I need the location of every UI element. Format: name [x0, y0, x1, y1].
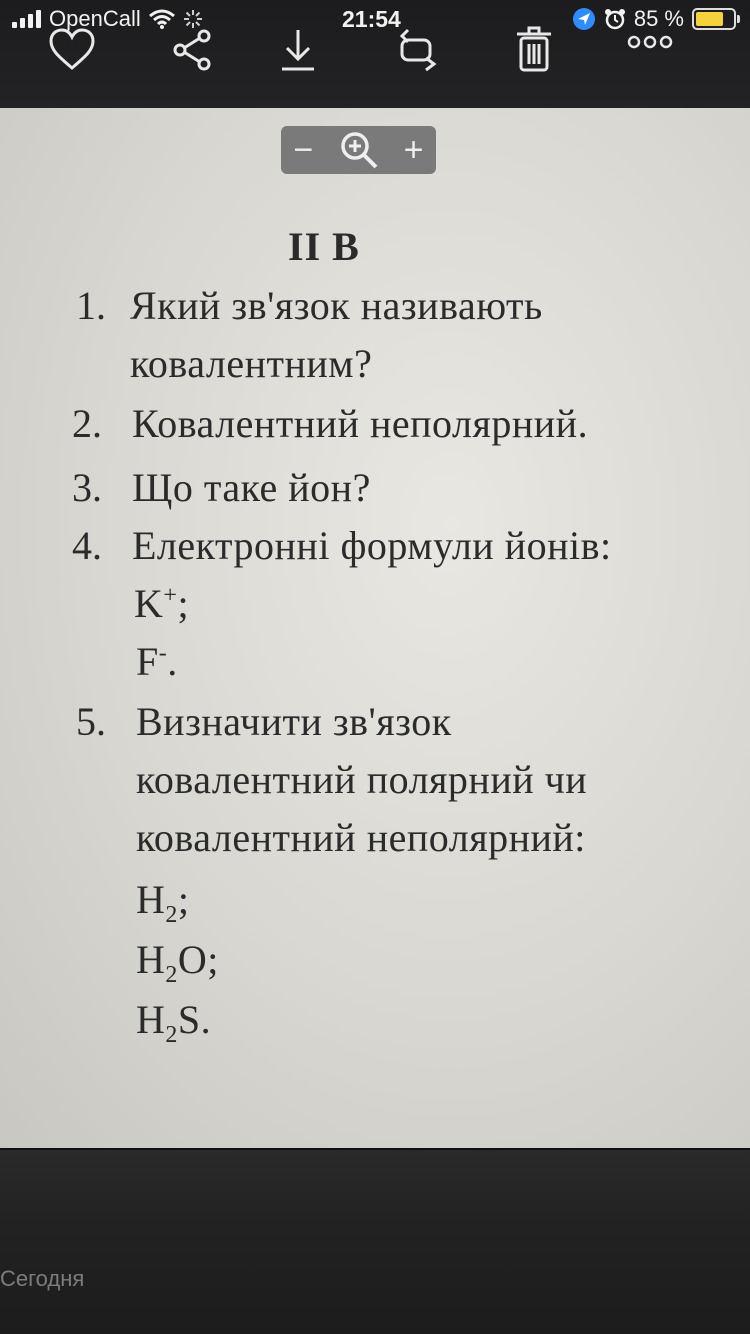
q5-line1: Визначити зв'язок — [136, 699, 452, 744]
ion-f-charge: - — [158, 640, 168, 667]
formula-h2s — [136, 996, 211, 1049]
formula-h2o-symbol: H — [136, 937, 166, 982]
ion-f-symbol: F — [136, 639, 159, 684]
formula-h2-index: 2 — [165, 902, 178, 928]
formula-h2-end: ; — [177, 877, 190, 922]
q2-number: 2. — [72, 401, 102, 446]
q3-number: 3. — [72, 465, 102, 510]
divider — [0, 1148, 750, 1150]
bottom-panel — [0, 1148, 750, 1334]
q5-number: 5. — [76, 699, 106, 744]
q5-line3: ковалентний неполярний: — [136, 815, 586, 860]
formula-h2 — [136, 876, 190, 929]
formula-h2o-index: 2 — [165, 962, 178, 988]
q5-line2: ковалентний полярний чи — [136, 757, 588, 802]
zoom-in-button[interactable]: + — [403, 131, 424, 169]
carrier-name: OpenCall — [49, 6, 141, 31]
formula-h2s-index: 2 — [165, 1022, 178, 1048]
q4-formula-f — [136, 638, 178, 685]
q1-line2: ковалентним? — [130, 341, 373, 386]
clock: 21:54 — [342, 6, 401, 32]
formula-h2-symbol: H — [136, 877, 166, 922]
page-title: II B — [288, 224, 360, 269]
formula-h2o — [136, 936, 219, 989]
date-label: Сегодня — [0, 1266, 85, 1291]
q2-text: Ковалентний неполярний. — [132, 401, 589, 446]
ion-k-end: ; — [177, 581, 190, 626]
q4-number: 4. — [72, 523, 102, 568]
formula-h2s-symbol: H — [136, 997, 166, 1042]
q4-text: Електронні формули йонів: — [132, 523, 612, 568]
q3-text: Що таке йон? — [132, 465, 371, 510]
ion-k-charge: + — [163, 582, 178, 609]
formula-h2o-end: O; — [177, 937, 219, 982]
battery-percent: 85 % — [633, 6, 684, 31]
zoom-out-button[interactable]: − — [293, 131, 314, 169]
q1-line1: Який зв'язок називають — [130, 283, 543, 328]
ion-k-symbol: K — [134, 581, 164, 626]
q1-number: 1. — [76, 283, 106, 328]
formula-h2s-end: S. — [177, 997, 212, 1042]
q4-formula-k — [134, 580, 189, 627]
ion-f-end: . — [167, 639, 178, 684]
